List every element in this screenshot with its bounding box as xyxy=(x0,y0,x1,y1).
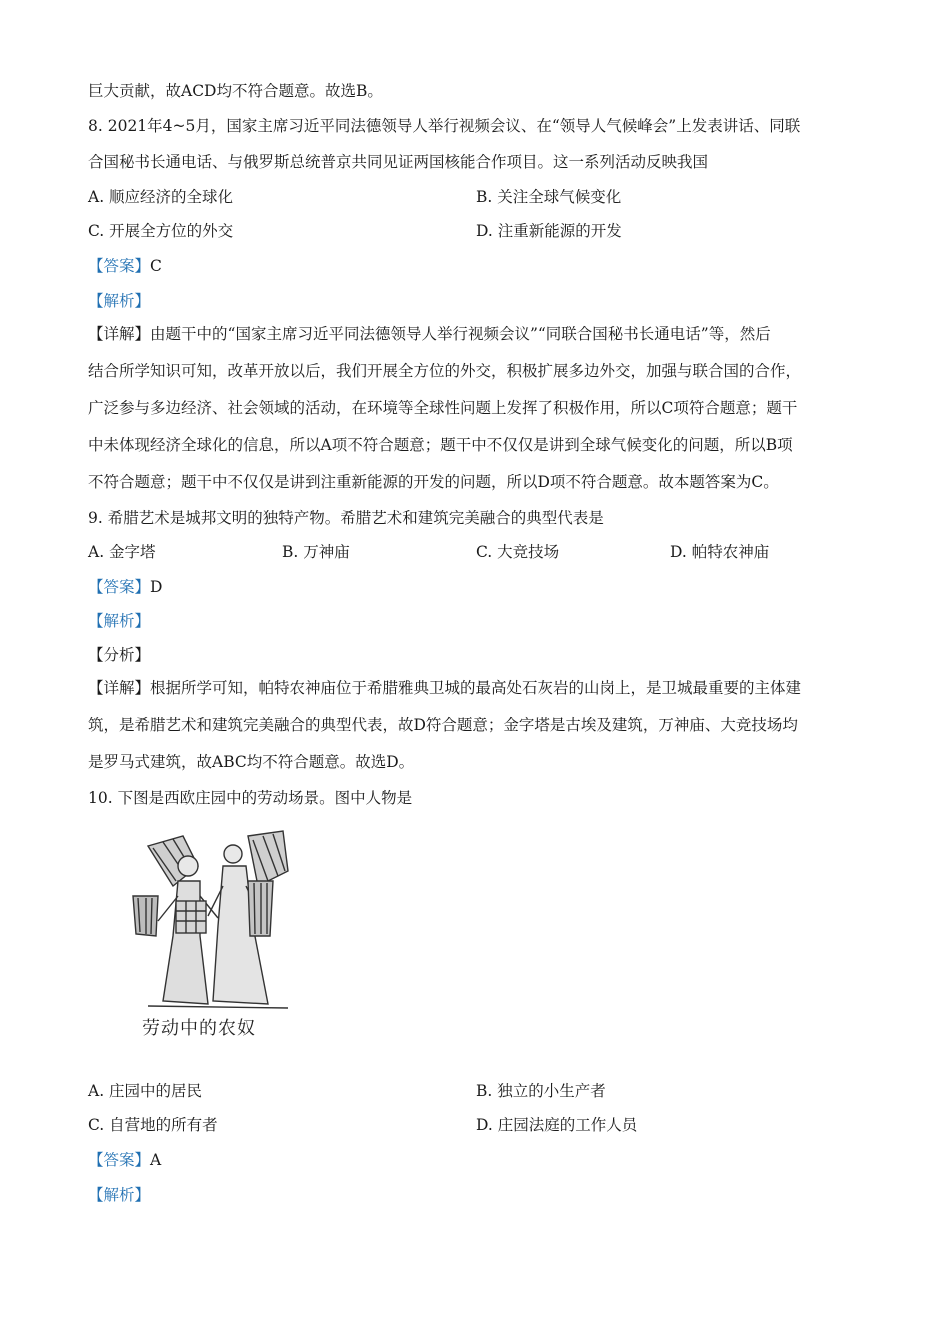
detail-label: 【详解】 xyxy=(88,325,151,343)
question-8-stem: 8. 2021年4~5月，国家主席习近平同法德领导人举行视频会议、在“领导人气候峰会”上发表讲话、同联 xyxy=(88,117,801,135)
answer-value: C xyxy=(150,257,162,275)
detail-8-line-4: 中未体现经济全球化的信息，所以A项不符合题意；题干中不仅仅是讲到全球气候变化的问题，所以B项 xyxy=(88,436,793,454)
detail-8 xyxy=(88,324,771,344)
question-10-stem: 10. 下图是西欧庄园中的劳动场景。图中人物是 xyxy=(88,789,413,807)
serfs-figure-icon xyxy=(128,826,298,1016)
answer-10 xyxy=(88,1150,161,1170)
detail-8-line-3: 广泛参与多边经济、社会领域的活动，在环境等全球性问题上发挥了积极作用，所以C项符合题意；题干 xyxy=(88,399,798,417)
answer-8 xyxy=(88,256,162,276)
question-10-option-a: A. 庄园中的居民 xyxy=(88,1082,203,1100)
figure-caption: 劳动中的农奴 xyxy=(142,1018,256,1039)
detail-9-line-2: 筑，是希腊艺术和建筑完美融合的典型代表，故D符合题意；金字塔是古埃及建筑，万神庙、大竞技场均 xyxy=(88,716,798,734)
question-9-option-d: D. 帕特农神庙 xyxy=(670,543,770,561)
answer-value: D xyxy=(150,578,163,596)
question-9-stem: 9. 希腊艺术是城邦文明的独特产物。希腊艺术和建筑完美融合的典型代表是 xyxy=(88,509,604,527)
question-10-option-b: B. 独立的小生产者 xyxy=(476,1082,606,1100)
answer-label: 【答案】 xyxy=(88,578,151,596)
detail-8-line-2: 结合所学知识可知，改革开放以后，我们开展全方位的外交，积极扩展多边外交，加强与联合国的合作， xyxy=(88,362,802,380)
detail-label: 【详解】 xyxy=(88,679,151,697)
question-9-option-a: A. 金字塔 xyxy=(88,543,156,561)
question-8-option-a: A. 顺应经济的全球化 xyxy=(88,188,234,206)
question-10-option-c: C. 自营地的所有者 xyxy=(88,1116,218,1134)
detail-9-line-3: 是罗马式建筑，故ABC均不符合题意。故选D。 xyxy=(88,753,415,771)
answer-label: 【答案】 xyxy=(88,1151,151,1169)
question-10-option-d: D. 庄园法庭的工作人员 xyxy=(476,1116,638,1134)
question-8-stem-cont: 合国秘书长通电话、与俄罗斯总统普京共同见证两国核能合作项目。这一系列活动反映我国 xyxy=(88,153,709,171)
analysis-label: 【解析】 xyxy=(88,612,151,630)
answer-9 xyxy=(88,577,162,597)
answer-label: 【答案】 xyxy=(88,257,151,275)
detail-8-line-5: 不符合题意；题干中不仅仅是讲到注重新能源的开发的问题，所以D项不符合题意。故本题答案为C。 xyxy=(88,473,779,491)
answer-value: A xyxy=(150,1151,162,1169)
text-line: 巨大贡献，故ACD均不符合题意。故选B。 xyxy=(88,82,383,100)
detail-text: 由题干中的“国家主席习近平同法德领导人举行视频会议”“同联合国秘书长通电话”等，然后 xyxy=(150,325,771,343)
analysis-label: 【解析】 xyxy=(88,292,151,310)
question-9-option-b: B. 万神庙 xyxy=(282,543,350,561)
question-8-option-b: B. 关注全球气候变化 xyxy=(476,188,622,206)
analysis-label: 【解析】 xyxy=(88,1186,151,1204)
detail-text: 根据所学可知，帕特农神庙位于希腊雅典卫城的最高处石灰岩的山岗上，是卫城最重要的主体建 xyxy=(150,679,802,697)
question-9-option-c: C. 大竞技场 xyxy=(476,543,560,561)
question-8-option-c: C. 开展全方位的外交 xyxy=(88,222,234,240)
fenxi-label: 【分析】 xyxy=(88,646,151,664)
detail-9 xyxy=(88,678,801,698)
question-8-option-d: D. 注重新能源的开发 xyxy=(476,222,622,240)
